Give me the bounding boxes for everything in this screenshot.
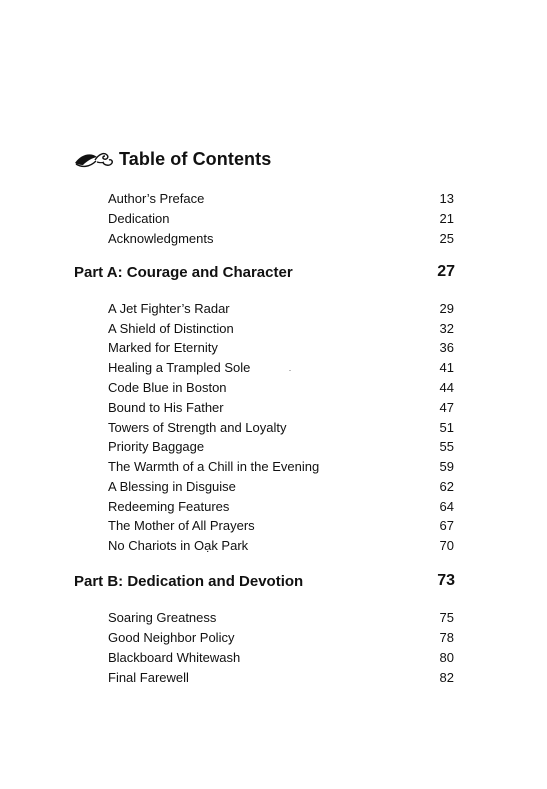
toc-entry[interactable] xyxy=(108,648,454,666)
entry-page-number: 59 xyxy=(439,458,454,474)
part-page-number: 27 xyxy=(437,263,455,280)
toc-entry[interactable] xyxy=(108,338,454,356)
entry-title: Marked for Eternity xyxy=(108,339,218,355)
entry-page-number: 70 xyxy=(439,537,454,553)
toc-entry[interactable] xyxy=(108,668,454,686)
toc-entry[interactable] xyxy=(108,299,454,317)
entry-page-number: 13 xyxy=(439,190,454,206)
toc-entry[interactable] xyxy=(108,497,454,515)
toc-entry[interactable] xyxy=(108,477,454,495)
toc-entry[interactable] xyxy=(108,229,454,247)
entry-title: Final Farewell xyxy=(108,669,189,685)
toc-entry[interactable] xyxy=(108,516,454,534)
entry-page-number: 67 xyxy=(439,517,454,533)
part-title: Part B: Dedication and Devotion xyxy=(74,572,304,590)
part-page-number: 73 xyxy=(437,572,455,589)
entry-title: The Mother of All Prayers xyxy=(108,517,255,533)
entry-page-number: 75 xyxy=(439,609,454,625)
entry-page-number: 80 xyxy=(439,649,454,665)
entry-page-number: 62 xyxy=(439,478,454,494)
entry-page-number: 41 xyxy=(439,359,454,375)
toc-entry[interactable] xyxy=(108,319,454,337)
entry-page-number: 78 xyxy=(439,629,454,645)
entry-title: Author’s Preface xyxy=(108,190,205,206)
toc-entry[interactable] xyxy=(108,398,454,416)
toc-entry[interactable] xyxy=(108,437,454,455)
entry-page-number: 44 xyxy=(439,379,454,395)
part-heading-a[interactable] xyxy=(74,261,455,283)
entry-title: Dedication xyxy=(108,210,170,226)
toc-entry[interactable] xyxy=(108,209,454,227)
entry-title: Code Blue in Boston xyxy=(108,379,227,395)
entry-page-number: 47 xyxy=(439,399,454,415)
leaf-flourish-icon xyxy=(73,148,115,170)
entry-title: Healing a Trampled Sole xyxy=(108,359,251,375)
entry-page-number: 32 xyxy=(439,320,454,336)
entry-title: A Blessing in Disguise xyxy=(108,478,236,494)
entry-title: Acknowledgments xyxy=(108,230,214,246)
entry-title: A Jet Fighter’s Radar xyxy=(108,300,230,316)
entry-title: Redeeming Features xyxy=(108,498,230,514)
entry-page-number: 25 xyxy=(439,230,454,246)
entry-page-number: 82 xyxy=(439,669,454,685)
toc-entry[interactable] xyxy=(108,628,454,646)
entry-title: No Chariots in Oạk Park xyxy=(108,537,249,553)
entry-title: The Warmth of a Chill in the Evening xyxy=(108,458,320,474)
entry-title: Soaring Greatness xyxy=(108,609,217,625)
entry-page-number: 21 xyxy=(439,210,454,226)
toc-entry[interactable] xyxy=(108,457,454,475)
entry-title: Bound to His Father xyxy=(108,399,224,415)
part-heading-b[interactable] xyxy=(74,570,455,592)
toc-heading xyxy=(73,146,271,172)
part-title: Part A: Courage and Character xyxy=(74,263,293,281)
entry-page-number: 51 xyxy=(439,419,454,435)
toc-entry[interactable] xyxy=(108,536,454,554)
toc-entry[interactable] xyxy=(108,378,454,396)
toc-entry[interactable] xyxy=(108,189,454,207)
entry-title: Towers of Strength and Loyalty xyxy=(108,419,287,435)
entry-title: Priority Baggage xyxy=(108,438,205,454)
toc-title: Table of Contents xyxy=(119,148,272,169)
paper-speck xyxy=(289,370,291,371)
entry-page-number: 29 xyxy=(439,300,454,316)
toc-entry[interactable] xyxy=(108,418,454,436)
entry-title: Blackboard Whitewash xyxy=(108,649,241,665)
entry-title: Good Neighbor Policy xyxy=(108,629,235,645)
entry-title: A Shield of Distinction xyxy=(108,320,234,336)
entry-page-number: 64 xyxy=(439,498,454,514)
entry-page-number: 36 xyxy=(439,339,454,355)
entry-page-number: 55 xyxy=(439,438,454,454)
toc-entry[interactable] xyxy=(108,608,454,626)
toc-entry[interactable] xyxy=(108,358,454,376)
